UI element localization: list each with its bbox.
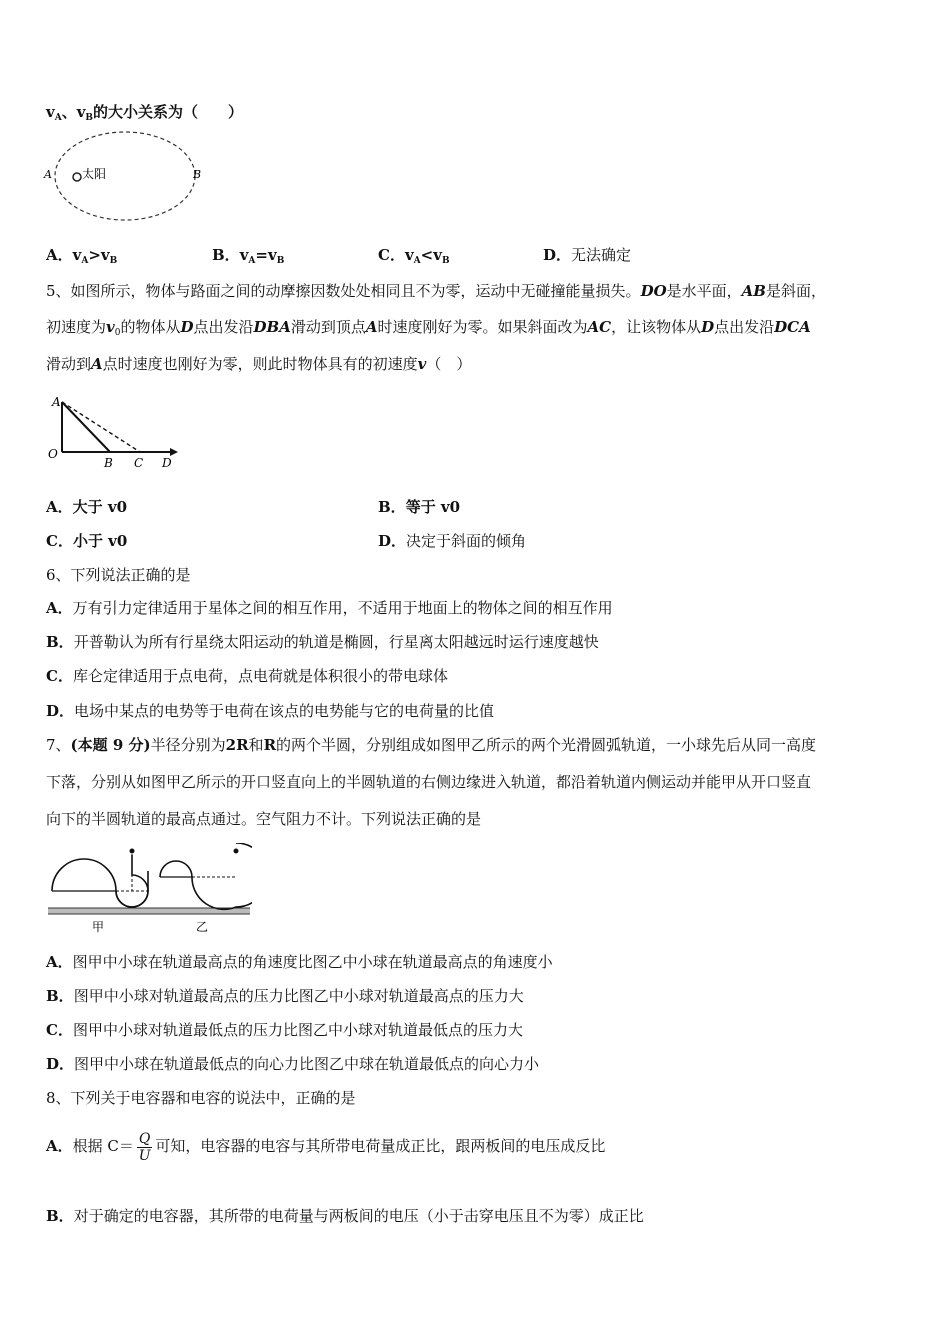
q7-option-c[interactable]: C．图甲中小球对轨道最低点的压力比图乙中小球对轨道最低点的压力大: [46, 1021, 523, 1039]
fraction-q-over-u: $\frac{Q}{U}$: [138, 1130, 151, 1164]
svg-text:乙: 乙: [196, 920, 209, 934]
point-a-label: A: [44, 168, 52, 181]
q5-option-b[interactable]: B．等于 v0: [378, 498, 461, 516]
ball-yi: [234, 849, 239, 854]
orbit-figure: [40, 130, 210, 225]
sun-label: 太阳: [82, 167, 107, 181]
svg-text:A: A: [52, 395, 61, 409]
q8-option-b[interactable]: B．对于确定的电容器，其所带的电荷量与两板间的电压（小于击穿电压且不为零）成正比: [46, 1207, 644, 1225]
q7-stem-line1: 7、(本题 9 分)半径分别为2R和R的两个半圆，分别组成如图甲乙所示的两个光滑圆弧轨道，一小球先后从同一高度: [46, 736, 817, 754]
svg-text:B: B: [104, 456, 113, 470]
slope-ac: [62, 402, 140, 452]
q5-stem-line3: 滑动到A点时速度也刚好为零，则此时物体具有的初速度v（ ）: [46, 355, 472, 373]
q8-option-a[interactable]: A．根据 C＝ $\frac{Q}{U}$ 可知，电容器的电容与其所带电荷量成正比，跟两板间的电压成反比: [46, 1130, 606, 1164]
q7-option-d[interactable]: D．图甲中小球在轨道最低点的向心力比图乙中球在轨道最低点的向心力小: [46, 1055, 540, 1073]
q6-option-b[interactable]: B．开普勒认为所有行星绕太阳运动的轨道是椭圆，行星离太阳越远时运行速度越快: [46, 633, 599, 651]
q4-stem: $v_A$、$v_B$的大小关系为（ ）: [46, 103, 244, 123]
track-yi: [160, 843, 252, 909]
sun-marker: [73, 173, 81, 181]
q5-option-a[interactable]: A．大于 v0: [46, 498, 128, 516]
svg-text:O: O: [48, 447, 58, 461]
q5-stem-line2: 初速度为$v_0$的物体从D点出发沿DBA滑动到顶点A时速度刚好为零。如果斜面改为AC，让该物体从D点出发沿DCA: [46, 318, 811, 338]
q7-option-b[interactable]: B．图甲中小球对轨道最高点的压力比图乙中小球对轨道最高点的压力大: [46, 987, 524, 1005]
q4-option-a[interactable]: A．$v_A>v_B$: [46, 246, 118, 266]
orbit-ellipse: [55, 132, 195, 220]
q7-option-a[interactable]: A．图甲中小球在轨道最高点的角速度比图乙中小球在轨道最高点的角速度小: [46, 953, 553, 971]
svg-text:C: C: [134, 456, 144, 470]
q6-stem: 6、下列说法正确的是: [46, 566, 191, 584]
incline-figure: [44, 392, 184, 472]
q8-stem: 8、下列关于电容器和电容的说法中，正确的是: [46, 1089, 356, 1107]
track-figure: [46, 843, 252, 935]
q4-option-b[interactable]: B．$v_A=v_B$: [212, 246, 285, 266]
q6-option-d[interactable]: D．电场中某点的电势等于电荷在该点的电势能与它的电荷量的比值: [46, 702, 495, 720]
point-b-label: B: [193, 168, 202, 181]
q4-option-d[interactable]: D．无法确定: [543, 246, 632, 264]
ball-jia: [130, 849, 135, 854]
q7-stem-line2: 下落，分别从如图甲乙所示的开口竖直向上的半圆轨道的右侧边缘进入轨道，都沿着轨道内侧运动并能甲从开口竖直: [46, 773, 812, 791]
slope-ab: [62, 402, 110, 452]
track-jia: [52, 855, 148, 907]
q4-option-c[interactable]: C．$v_A<v_B$: [378, 246, 450, 266]
q5-stem-line1: 5、如图所示，物体与路面之间的动摩擦因数处处相同且不为零，运动中无碰撞能量损失。DO是水平面，AB是斜面，: [46, 282, 826, 300]
q5-option-c[interactable]: C．小于 v0: [46, 532, 128, 550]
svg-text:甲: 甲: [92, 920, 105, 934]
q7-stem-line3: 向下的半圆轨道的最高点通过。空气阻力不计。下列说法正确的是: [46, 810, 482, 828]
q6-option-a[interactable]: A．万有引力定律适用于星体之间的相互作用，不适用于地面上的物体之间的相互作用: [46, 599, 613, 617]
svg-text:D: D: [162, 456, 172, 470]
q5-option-d[interactable]: D．决定于斜面的倾角: [378, 532, 527, 550]
q6-option-c[interactable]: C．库仑定律适用于点电荷，点电荷就是体积很小的带电球体: [46, 667, 448, 685]
